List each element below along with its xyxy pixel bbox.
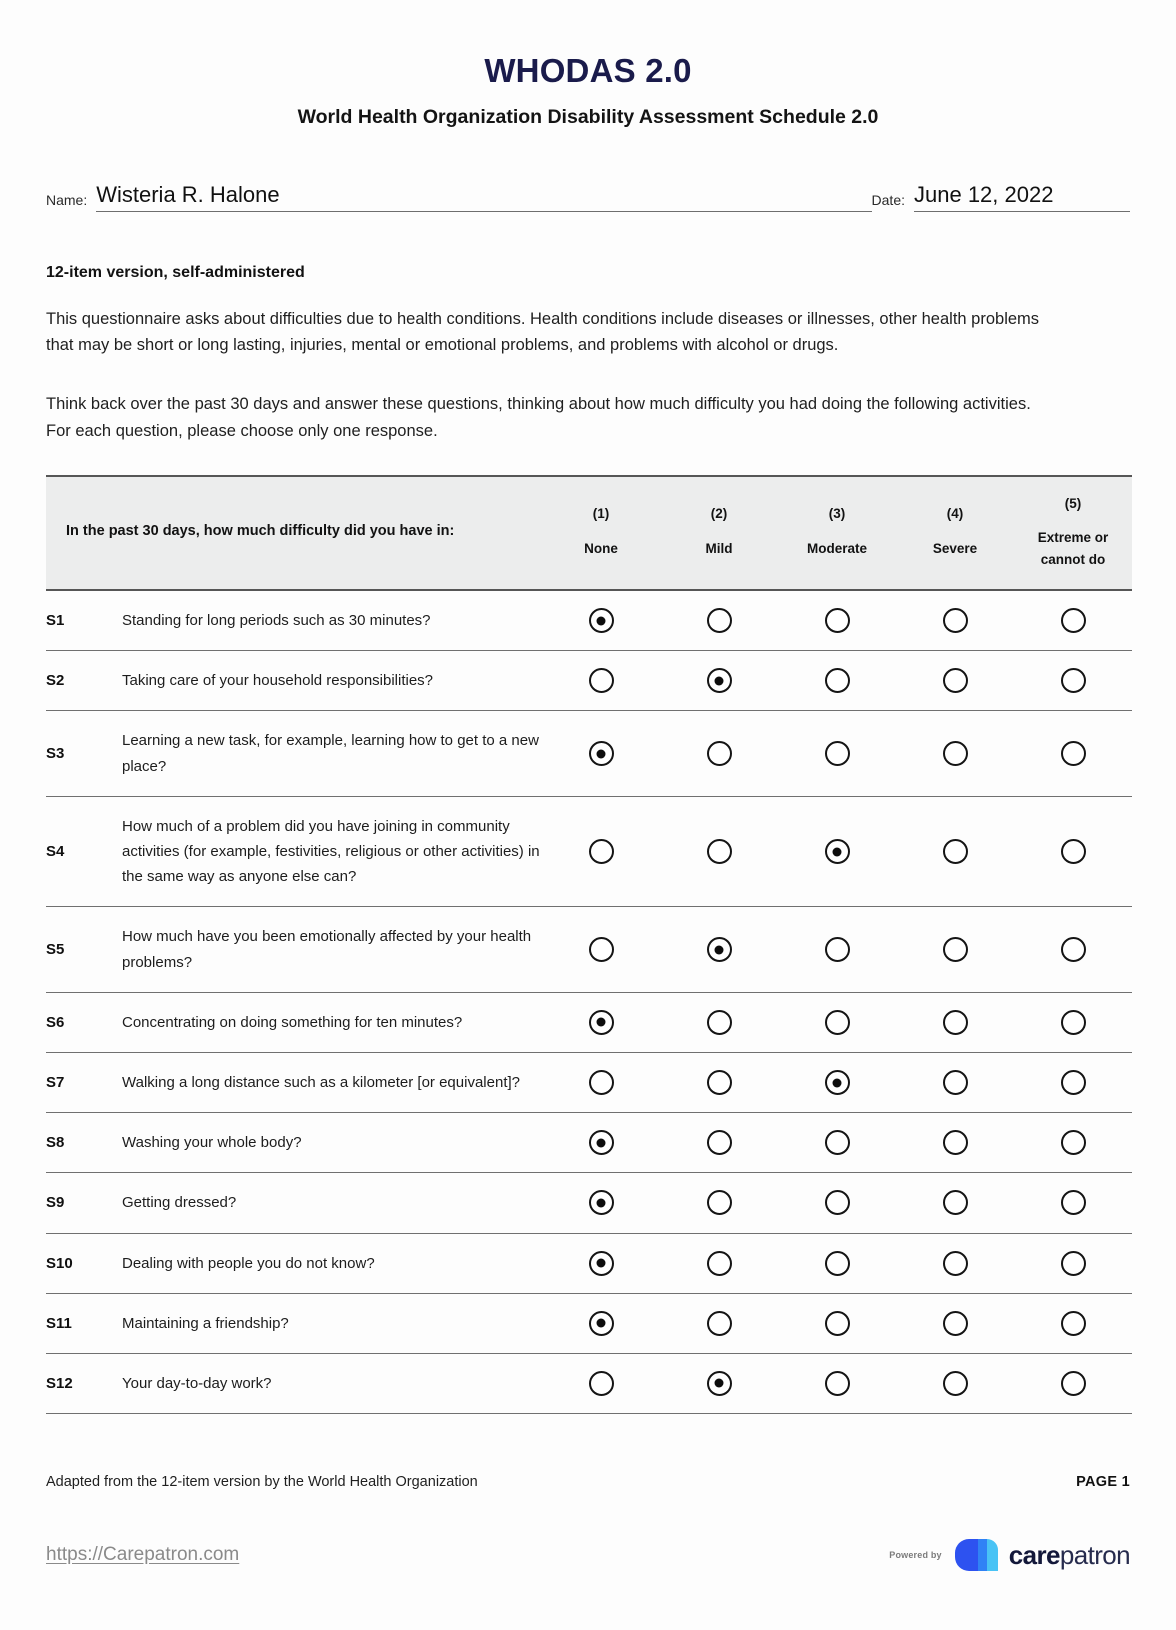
response-cell-s9-4[interactable] — [896, 1173, 1014, 1233]
intro-paragraph-2: Think back over the past 30 days and answer these questions, thinking about how much difficulty you had doing the following activities. For each question, please choose only one response. — [46, 395, 1031, 440]
page-title: WHODAS 2.0 — [484, 52, 692, 89]
radio-s12-severe[interactable] — [943, 1371, 968, 1396]
page-number: PAGE 1 — [1076, 1474, 1130, 1491]
radio-s9-moderate[interactable] — [825, 1190, 850, 1215]
date-value: June 12, 2022 — [914, 182, 1054, 207]
response-cell-s12-4[interactable] — [896, 1353, 1014, 1413]
radio-s11-severe[interactable] — [943, 1311, 968, 1336]
item-question-text: Standing for long periods such as 30 minutes? — [122, 590, 542, 651]
response-cell-s6-4[interactable] — [896, 992, 1014, 1052]
radio-s3-none[interactable] — [589, 741, 614, 766]
wordmark-care: care — [1008, 1540, 1060, 1571]
radio-s5-severe[interactable] — [943, 937, 968, 962]
radio-s4-mild[interactable] — [707, 839, 732, 864]
response-cell-s3-4[interactable] — [896, 711, 1014, 796]
radio-s4-severe[interactable] — [943, 839, 968, 864]
item-question-text: Concentrating on doing something for ten minutes? — [122, 992, 542, 1052]
column-label: Severe — [932, 541, 978, 557]
item-question-text: How much have you been emotionally affected by your health problems? — [122, 907, 542, 992]
radio-s4-extreme-or-cannot-do[interactable] — [1061, 839, 1086, 864]
response-cell-s5-5[interactable] — [1014, 907, 1132, 992]
response-cell-s8-3[interactable] — [778, 1113, 896, 1173]
item-code: S6 — [46, 992, 122, 1052]
radio-s10-extreme-or-cannot-do[interactable] — [1061, 1251, 1086, 1276]
radio-s1-severe[interactable] — [943, 608, 968, 633]
response-cell-s7-5[interactable] — [1014, 1052, 1132, 1112]
radio-s10-severe[interactable] — [943, 1251, 968, 1276]
response-cell-s11-5[interactable] — [1014, 1293, 1132, 1353]
radio-s3-severe[interactable] — [943, 741, 968, 766]
response-cell-s2-4[interactable] — [896, 651, 1014, 711]
column-number: (4) — [946, 506, 964, 522]
page-subtitle: World Health Organization Disability Assessment Schedule 2.0 — [297, 106, 879, 128]
item-code: S8 — [46, 1113, 122, 1173]
item-question-text: Learning a new task, for example, learning how to get to a new place? — [122, 711, 542, 796]
item-question-text: Washing your whole body? — [122, 1113, 542, 1173]
table-row — [46, 1353, 1132, 1413]
radio-s12-mild[interactable] — [707, 1371, 732, 1396]
adapted-note: Adapted from the 12-item version by the World Health Organization — [46, 1474, 478, 1491]
response-cell-s4-5[interactable] — [1014, 796, 1132, 907]
table-body — [46, 590, 1132, 1414]
response-cell-s2-1[interactable] — [542, 651, 660, 711]
item-code: S9 — [46, 1173, 122, 1233]
radio-s7-none[interactable] — [589, 1070, 614, 1095]
radio-s2-moderate[interactable] — [825, 668, 850, 693]
footer-note — [46, 1474, 1130, 1490]
table-row — [46, 1113, 1132, 1173]
radio-s6-moderate[interactable] — [825, 1010, 850, 1035]
response-cell-s5-2[interactable] — [660, 907, 778, 992]
site-url-link[interactable]: https://Carepatron.com — [46, 1544, 240, 1566]
item-question-text: Your day-to-day work? — [122, 1353, 542, 1413]
response-cell-s7-1[interactable] — [542, 1052, 660, 1112]
carepatron-wordmark — [1008, 1540, 1130, 1571]
date-field-group — [872, 183, 1130, 212]
response-cell-s4-2[interactable] — [660, 796, 778, 907]
date-input[interactable] — [914, 183, 1130, 212]
date-label: Date: — [871, 191, 905, 208]
item-code: S4 — [46, 796, 122, 907]
item-question-text: Maintaining a friendship? — [122, 1293, 542, 1353]
response-cell-s10-5[interactable] — [1014, 1233, 1132, 1293]
radio-s8-severe[interactable] — [943, 1130, 968, 1155]
response-cell-s8-2[interactable] — [660, 1113, 778, 1173]
column-header-none — [542, 476, 660, 591]
radio-s12-none[interactable] — [589, 1371, 614, 1396]
response-cell-s4-3[interactable] — [778, 796, 896, 907]
response-cell-s6-5[interactable] — [1014, 992, 1132, 1052]
column-header-mild — [660, 476, 778, 591]
radio-s1-none[interactable] — [589, 608, 614, 633]
response-cell-s2-5[interactable] — [1014, 651, 1132, 711]
response-cell-s6-1[interactable] — [542, 992, 660, 1052]
response-cell-s9-5[interactable] — [1014, 1173, 1132, 1233]
table-row — [46, 1173, 1132, 1233]
radio-s8-mild[interactable] — [707, 1130, 732, 1155]
response-cell-s10-1[interactable] — [542, 1233, 660, 1293]
radio-s1-extreme-or-cannot-do[interactable] — [1061, 608, 1086, 633]
table-row — [46, 1052, 1132, 1112]
radio-s9-none[interactable] — [589, 1190, 614, 1215]
powered-by-group — [889, 1538, 1130, 1572]
radio-s11-none[interactable] — [589, 1311, 614, 1336]
response-cell-s1-3[interactable] — [778, 590, 896, 651]
item-code: S1 — [46, 590, 122, 651]
radio-s6-mild[interactable] — [707, 1010, 732, 1035]
column-number: (5) — [1064, 495, 1082, 511]
radio-s5-moderate[interactable] — [825, 937, 850, 962]
questionnaire-table-wrapper — [46, 475, 1130, 1415]
name-value: Wisteria R. Halone — [96, 182, 280, 207]
name-input[interactable] — [96, 183, 871, 212]
radio-s5-none[interactable] — [589, 937, 614, 962]
item-question-text: Dealing with people you do not know? — [122, 1233, 542, 1293]
radio-s6-extreme-or-cannot-do[interactable] — [1061, 1010, 1086, 1035]
response-cell-s9-1[interactable] — [542, 1173, 660, 1233]
response-cell-s8-1[interactable] — [542, 1113, 660, 1173]
radio-s7-severe[interactable] — [943, 1070, 968, 1095]
radio-s11-mild[interactable] — [707, 1311, 732, 1336]
response-cell-s5-4[interactable] — [896, 907, 1014, 992]
column-label: Mild — [705, 541, 733, 557]
column-header-extreme — [1014, 476, 1132, 591]
radio-s3-moderate[interactable] — [825, 741, 850, 766]
item-code: S10 — [46, 1233, 122, 1293]
table-row — [46, 590, 1132, 651]
item-code: S2 — [46, 651, 122, 711]
item-code: S3 — [46, 711, 122, 796]
response-cell-s1-4[interactable] — [896, 590, 1014, 651]
radio-s10-moderate[interactable] — [825, 1251, 850, 1276]
radio-s7-extreme-or-cannot-do[interactable] — [1061, 1070, 1086, 1095]
radio-s2-extreme-or-cannot-do[interactable] — [1061, 668, 1086, 693]
radio-s7-moderate[interactable] — [825, 1070, 850, 1095]
radio-s3-mild[interactable] — [707, 741, 732, 766]
item-code: S5 — [46, 907, 122, 992]
response-cell-s12-1[interactable] — [542, 1353, 660, 1413]
radio-s6-severe[interactable] — [943, 1010, 968, 1035]
name-label: Name: — [46, 191, 88, 208]
response-cell-s7-3[interactable] — [778, 1052, 896, 1112]
response-cell-s10-4[interactable] — [896, 1233, 1014, 1293]
column-number: (2) — [710, 506, 728, 522]
intro-paragraph-1: This questionnaire asks about difficulties due to health conditions. Health conditions include diseases or illnesses, other health problems that may be short or long lasting, injuries, mental or emotional problems, and problems with alcohol or drugs. — [46, 309, 1040, 355]
item-question-text: How much of a problem did you have joining in community activities (for example, festivities, religious or other activities) in the same way as anyone else can? — [122, 796, 542, 907]
table-header — [46, 476, 1132, 591]
item-code: S11 — [46, 1293, 122, 1353]
response-cell-s4-1[interactable] — [542, 796, 660, 907]
radio-s3-extreme-or-cannot-do[interactable] — [1061, 741, 1086, 766]
radio-s8-extreme-or-cannot-do[interactable] — [1061, 1130, 1086, 1155]
item-question-text: Getting dressed? — [122, 1173, 542, 1233]
response-cell-s6-3[interactable] — [778, 992, 896, 1052]
version-line: 12-item version, self-administered — [46, 263, 305, 281]
response-cell-s5-1[interactable] — [542, 907, 660, 992]
radio-s6-none[interactable] — [589, 1010, 614, 1035]
radio-s2-severe[interactable] — [943, 668, 968, 693]
prompt-header: In the past 30 days, how much difficulty did you have in: — [46, 476, 542, 591]
column-label: None — [584, 541, 618, 557]
questionnaire-table — [46, 475, 1132, 1415]
table-row — [46, 992, 1132, 1052]
footer-brand — [46, 1538, 1130, 1572]
item-question-text: Walking a long distance such as a kilometer [or equivalent]? — [122, 1052, 542, 1112]
radio-s2-none[interactable] — [589, 668, 614, 693]
column-header-severe — [896, 476, 1014, 591]
identity-row — [46, 183, 1130, 212]
response-cell-s12-5[interactable] — [1014, 1353, 1132, 1413]
table-row — [46, 1293, 1132, 1353]
response-cell-s3-2[interactable] — [660, 711, 778, 796]
radio-s4-moderate[interactable] — [825, 839, 850, 864]
response-cell-s10-2[interactable] — [660, 1233, 778, 1293]
response-cell-s12-2[interactable] — [660, 1353, 778, 1413]
item-code: S12 — [46, 1353, 122, 1413]
radio-s11-moderate[interactable] — [825, 1311, 850, 1336]
radio-s7-mild[interactable] — [707, 1070, 732, 1095]
radio-s9-mild[interactable] — [707, 1190, 732, 1215]
response-cell-s8-4[interactable] — [896, 1113, 1014, 1173]
response-cell-s9-2[interactable] — [660, 1173, 778, 1233]
radio-s5-mild[interactable] — [707, 937, 732, 962]
radio-s9-extreme-or-cannot-do[interactable] — [1061, 1190, 1086, 1215]
response-cell-s11-4[interactable] — [896, 1293, 1014, 1353]
response-cell-s2-2[interactable] — [660, 651, 778, 711]
response-cell-s9-3[interactable] — [778, 1173, 896, 1233]
carepatron-logo-icon — [954, 1538, 1000, 1572]
radio-s8-none[interactable] — [589, 1130, 614, 1155]
table-row — [46, 796, 1132, 907]
table-row — [46, 651, 1132, 711]
response-cell-s6-2[interactable] — [660, 992, 778, 1052]
response-cell-s2-3[interactable] — [778, 651, 896, 711]
response-cell-s11-3[interactable] — [778, 1293, 896, 1353]
radio-s1-moderate[interactable] — [825, 608, 850, 633]
response-cell-s7-2[interactable] — [660, 1052, 778, 1112]
response-cell-s1-1[interactable] — [542, 590, 660, 651]
table-header-row — [46, 476, 1132, 591]
radio-s10-none[interactable] — [589, 1251, 614, 1276]
response-cell-s11-1[interactable] — [542, 1293, 660, 1353]
item-code: S7 — [46, 1052, 122, 1112]
powered-by-label: Powered by — [889, 1550, 942, 1561]
radio-s11-extreme-or-cannot-do[interactable] — [1061, 1311, 1086, 1336]
wordmark-patron: patron — [1059, 1540, 1130, 1571]
response-cell-s11-2[interactable] — [660, 1293, 778, 1353]
response-cell-s3-5[interactable] — [1014, 711, 1132, 796]
carepatron-logo — [954, 1538, 1130, 1572]
column-label: Extreme or cannot do — [1037, 530, 1109, 568]
response-cell-s10-3[interactable] — [778, 1233, 896, 1293]
radio-s4-none[interactable] — [589, 839, 614, 864]
response-cell-s5-3[interactable] — [778, 907, 896, 992]
response-cell-s1-5[interactable] — [1014, 590, 1132, 651]
table-row — [46, 1233, 1132, 1293]
item-question-text: Taking care of your household responsibilities? — [122, 651, 542, 711]
column-label: Moderate — [806, 541, 867, 557]
radio-s1-mild[interactable] — [707, 608, 732, 633]
radio-s2-mild[interactable] — [707, 668, 732, 693]
table-row — [46, 907, 1132, 992]
table-row — [46, 711, 1132, 796]
response-cell-s12-3[interactable] — [778, 1353, 896, 1413]
name-field-group — [46, 183, 872, 212]
response-cell-s8-5[interactable] — [1014, 1113, 1132, 1173]
response-cell-s3-3[interactable] — [778, 711, 896, 796]
radio-s10-mild[interactable] — [707, 1251, 732, 1276]
response-cell-s7-4[interactable] — [896, 1052, 1014, 1112]
radio-s12-extreme-or-cannot-do[interactable] — [1061, 1371, 1086, 1396]
response-cell-s1-2[interactable] — [660, 590, 778, 651]
radio-s9-severe[interactable] — [943, 1190, 968, 1215]
radio-s12-moderate[interactable] — [825, 1371, 850, 1396]
radio-s5-extreme-or-cannot-do[interactable] — [1061, 937, 1086, 962]
radio-s8-moderate[interactable] — [825, 1130, 850, 1155]
column-number: (3) — [828, 506, 846, 522]
column-number: (1) — [592, 506, 610, 522]
response-cell-s3-1[interactable] — [542, 711, 660, 796]
response-cell-s4-4[interactable] — [896, 796, 1014, 907]
column-header-moderate — [778, 476, 896, 591]
